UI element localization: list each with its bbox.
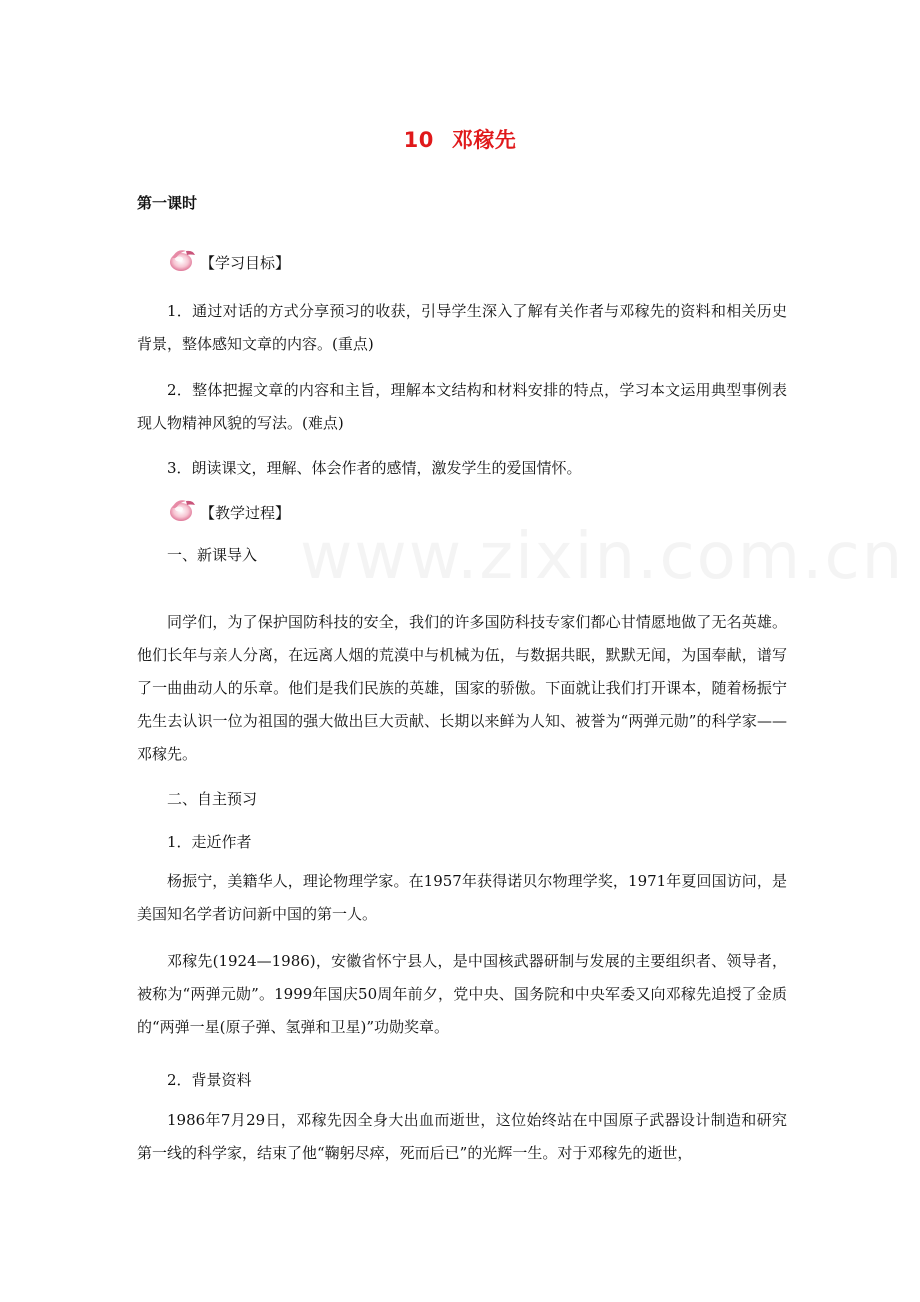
watermark: www.zixin.com.cn: [300, 520, 905, 594]
peach-blossom-icon: [168, 246, 198, 274]
author-text-yang: 杨振宁，美籍华人，理论物理学家。在1957年获得诺贝尔物理学奖，1971年夏回国访问，是美国知名学者访问新中国的第一人。: [137, 872, 787, 923]
objective-item-1: 1．通过对话的方式分享预习的收获，引导学生深入了解有关作者与邓稼先的资料和相关历史背景，整体感知文章的内容。(重点): [137, 302, 787, 353]
background-text: 1986年7月29日，邓稼先因全身大出血而逝世，这位始终站在中国原子武器设计制造和研究第一线的科学家，结束了他“鞠躬尽瘁，死而后已”的光辉一生。对于邓稼先的逝世，: [137, 1111, 787, 1162]
lesson-period: 第一课时: [137, 194, 198, 212]
author-text-deng: 邓稼先(1924—1986)，安徽省怀宁县人，是中国核武器研制与发展的主要组织者、领导者，被称为“两弹元勋”。1999年国庆50周年前夕，党中央、国务院和中央军委又向邓稼先追授了金质的“两弹一星(原子弹、氢弹和卫星)”功勋奖章。: [137, 952, 787, 1036]
page-title: [0, 124, 920, 154]
objective-item-2: 2．整体把握文章的内容和主旨，理解本文结构和材料安排的特点，学习本文运用典型事例表现人物精神风貌的写法。(难点): [137, 381, 787, 432]
process-heading-label: 【教学过程】: [200, 504, 291, 522]
objectives-heading: [168, 246, 290, 274]
lesson-title: 邓稼先: [451, 128, 517, 152]
intro-text: 同学们，为了保护国防科技的安全，我们的许多国防科技专家们都心甘情愿地做了无名英雄。他们长年与亲人分离，在远离人烟的荒漠中与机械为伍，与数据共眠，默默无闻，为国奉献，谱写了一曲曲动人的乐章。他们是我们民族的英雄，国家的骄傲。下面就让我们打开课本，随着杨振宁先生去认识一位为祖国的强大做出巨大贡献、长期以来鲜为人知、被誉为“两弹元勋”的科学家——邓稼先。: [137, 613, 787, 763]
process-heading: [168, 496, 290, 524]
lesson-number: 10: [403, 128, 434, 152]
preview-heading: 二、自主预习: [167, 790, 258, 808]
background-heading: 2．背景资料: [167, 1071, 252, 1089]
objective-item-3: 3．朗读课文，理解、体会作者的感情，激发学生的爱国情怀。: [167, 459, 582, 477]
intro-heading: 一、新课导入: [167, 546, 258, 564]
peach-blossom-icon: [168, 496, 198, 524]
objectives-heading-label: 【学习目标】: [200, 254, 291, 272]
author-heading: 1．走近作者: [167, 833, 252, 851]
